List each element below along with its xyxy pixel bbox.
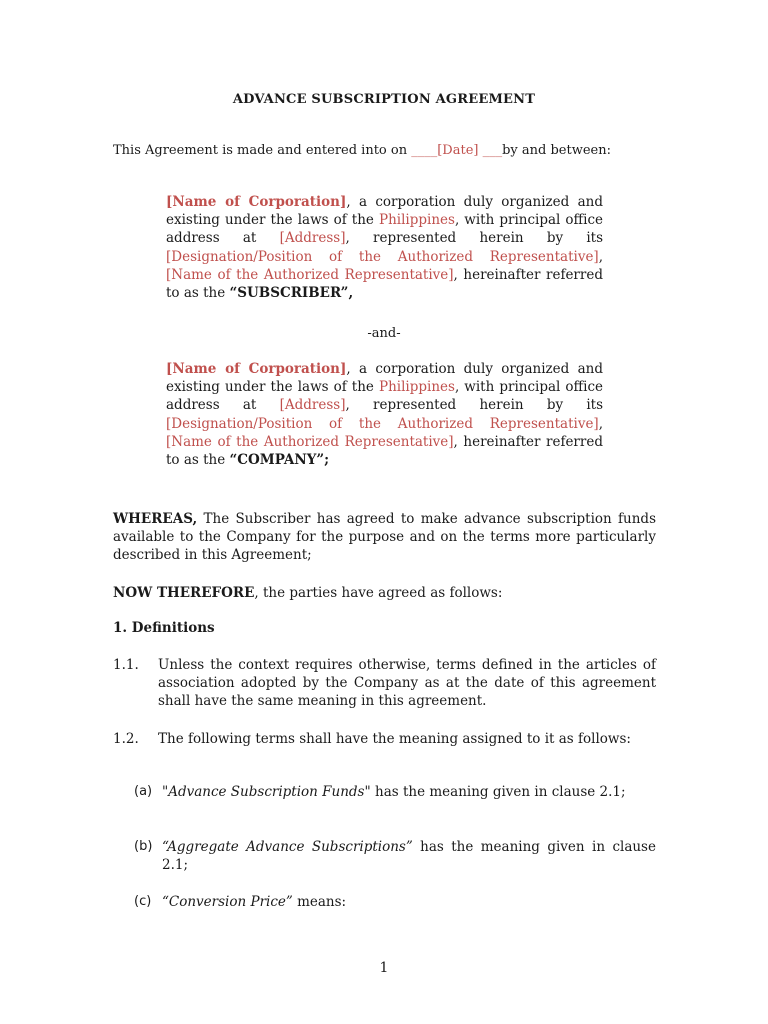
section-heading-definitions: 1. Definitions <box>113 620 215 636</box>
definition-label: (c) <box>134 894 152 909</box>
party-name-placeholder: [Name of Corporation] <box>166 361 347 377</box>
intro-prefix: This Agreement is made and entered into on <box>113 143 412 158</box>
party-designation-placeholder: [Designation/Position of the Authorized Representative] <box>166 415 599 432</box>
party-text: , <box>598 248 603 265</box>
party-text: , with principal office address at <box>166 379 603 414</box>
party-role: “SUBSCRIBER” <box>229 285 349 302</box>
party-text: , hereinafter referred to as the <box>166 433 603 469</box>
party-text: , a corporation duly organized and existing under the laws of the <box>166 361 604 396</box>
party-end: , <box>348 285 354 302</box>
party-representative-placeholder: [Name of the Authorized Representative] <box>166 266 454 283</box>
definition-text: means: <box>292 894 347 910</box>
definition-text: has the meaning given in clause 2.1; <box>162 839 656 874</box>
clause-number: 1.1. <box>113 657 139 673</box>
now-therefore-clause <box>113 584 656 602</box>
party-text: , <box>598 415 603 432</box>
agreement-intro <box>113 143 611 158</box>
definition-body <box>162 783 656 801</box>
intro-suffix: by and between: <box>502 143 611 158</box>
party-address-placeholder: [Address] <box>279 230 346 247</box>
definition-text: has the meaning given in clause 2.1; <box>370 784 626 800</box>
definition-label: (b) <box>134 839 153 854</box>
and-separator: -and- <box>367 326 401 341</box>
party-address-placeholder: [Address] <box>279 397 346 414</box>
definition-term: “Aggregate Advance Subscriptions” <box>162 839 413 855</box>
intro-blank-1: ____ <box>411 143 438 158</box>
party-company <box>166 360 603 469</box>
definition-body <box>162 893 656 911</box>
party-designation-placeholder: [Designation/Position of the Authorized Representative] <box>166 248 599 265</box>
party-country: Philippines <box>378 379 455 396</box>
party-subscriber <box>166 193 603 302</box>
party-representative-placeholder: [Name of the Authorized Representative] <box>166 433 454 450</box>
intro-blank-2: ___ <box>478 143 503 158</box>
party-text: , hereinafter referred to as the <box>166 266 603 302</box>
clause-text: The following terms shall have the meaning assigned to it as follows: <box>158 731 631 747</box>
whereas-lead: WHEREAS, <box>113 511 198 527</box>
party-end: ; <box>324 452 330 469</box>
intro-date-placeholder: [Date] <box>437 143 479 158</box>
whereas-text: The Subscriber has agreed to make advance subscription funds available to the Company for the purpose and on the terms more particularly described in this Agreement; <box>113 511 656 564</box>
party-text: , represented herein by its <box>345 397 604 414</box>
party-role: “COMPANY” <box>229 452 325 469</box>
party-text: , represented herein by its <box>345 230 604 247</box>
page-number: 1 <box>379 960 389 976</box>
clause-number: 1.2. <box>113 731 139 747</box>
party-text: , with principal office address at <box>166 212 603 247</box>
document-title: ADVANCE SUBSCRIPTION AGREEMENT <box>232 92 536 107</box>
now-therefore-lead: NOW THEREFORE <box>113 585 255 601</box>
clause-text: Unless the context requires otherwise, terms defined in the articles of association adopted by the Company as at the date of this agreement shall have the same meaning in this agreement. <box>158 657 656 710</box>
party-name-placeholder: [Name of Corporation] <box>166 194 347 210</box>
definition-label: (a) <box>134 784 153 799</box>
whereas-clause <box>113 510 656 565</box>
now-therefore-text: , the parties have agreed as follows: <box>254 585 503 601</box>
definition-term: “Conversion Price” <box>162 894 293 910</box>
definition-term: "Advance Subscription Funds" <box>162 784 371 800</box>
definition-body <box>162 838 656 874</box>
party-text: , a corporation duly organized and existing under the laws of the <box>166 194 604 229</box>
party-country: Philippines <box>378 212 455 229</box>
